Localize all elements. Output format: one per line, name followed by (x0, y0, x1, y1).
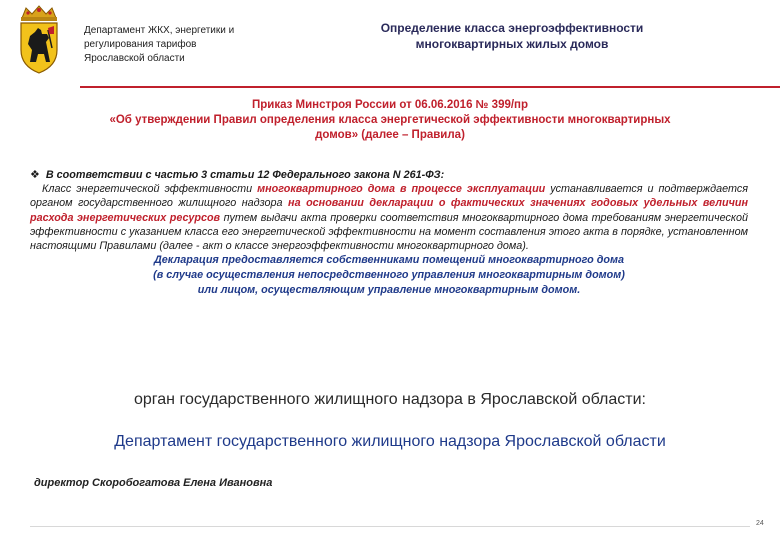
bullet-heading (30, 168, 748, 182)
body-text (30, 168, 748, 298)
paragraph-part-3: путем выдачи акта проверки соответствия многоквартирного дома требованиям энергетической эффективности с указанием класса его энергетической эффективности на момент составления этого акта в порядке, установленном настоящими Правилами (далее - акт о классе энергоэффективности многоквартирного дома). (30, 211, 748, 253)
diamond-bullet-icon: ❖ (30, 169, 40, 181)
declaration-line-1: Декларация предоставляется собственниками помещений многоквартирного дома (153, 254, 625, 267)
order-line-3: домов» (далее – Правила) (315, 129, 465, 141)
supervisory-body-heading: орган государственного жилищного надзора в Ярославской области: (134, 391, 646, 408)
footer-divider (30, 526, 750, 527)
paragraph-part-1: Класс энергетической эффективности (42, 183, 258, 196)
declaration-line-2: (в случае осуществления непосредственного управления многоквартирным домом) (153, 269, 625, 282)
department-line-1: Департамент ЖКХ, энергетики и (84, 25, 235, 36)
main-paragraph (30, 182, 748, 253)
declaration-line-3: или лицом, осуществляющим управление многоквартирным домом. (197, 284, 581, 297)
order-line-1: Приказ Минстроя России от 06.06.2016 № 399/пр (251, 99, 529, 111)
order-heading (30, 98, 750, 143)
slide-title-line-2: многоквартирных жилых домов (415, 37, 609, 51)
header-divider (80, 86, 780, 88)
department-name (84, 24, 234, 66)
order-line-2: «Об утверждении Правил определения класса энергетической эффективности многоквартирных (109, 114, 671, 126)
paragraph-highlight-2: на основании декларации о фактических значениях годовых удельных величин расхода энергетических ресурсов (30, 197, 748, 224)
director-name: директор Скоробогатова Елена Ивановна (34, 477, 273, 489)
paragraph-part-2: устанавливается и подтверждается органом государственного жилищного надзора (30, 183, 748, 210)
department-heading: Департамент государственного жилищного надзора Ярославской области (114, 433, 666, 450)
department-line-3: Ярославской области (84, 53, 185, 64)
slide-title (372, 20, 652, 52)
department-line-2: регулирования тарифов (84, 39, 197, 50)
page-number: 24 (756, 520, 764, 527)
header (0, 0, 780, 90)
paragraph-highlight-1: многоквартирного дома в процессе эксплуатации (257, 183, 546, 196)
bullet-heading-text: В соответствии с частью 3 статьи 12 Федерального закона N 261-ФЗ: (45, 169, 445, 181)
declaration-note (30, 253, 748, 298)
slide-title-line-1: Определение класса энергоэффективности (380, 21, 644, 35)
coat-of-arms-icon (8, 4, 70, 76)
